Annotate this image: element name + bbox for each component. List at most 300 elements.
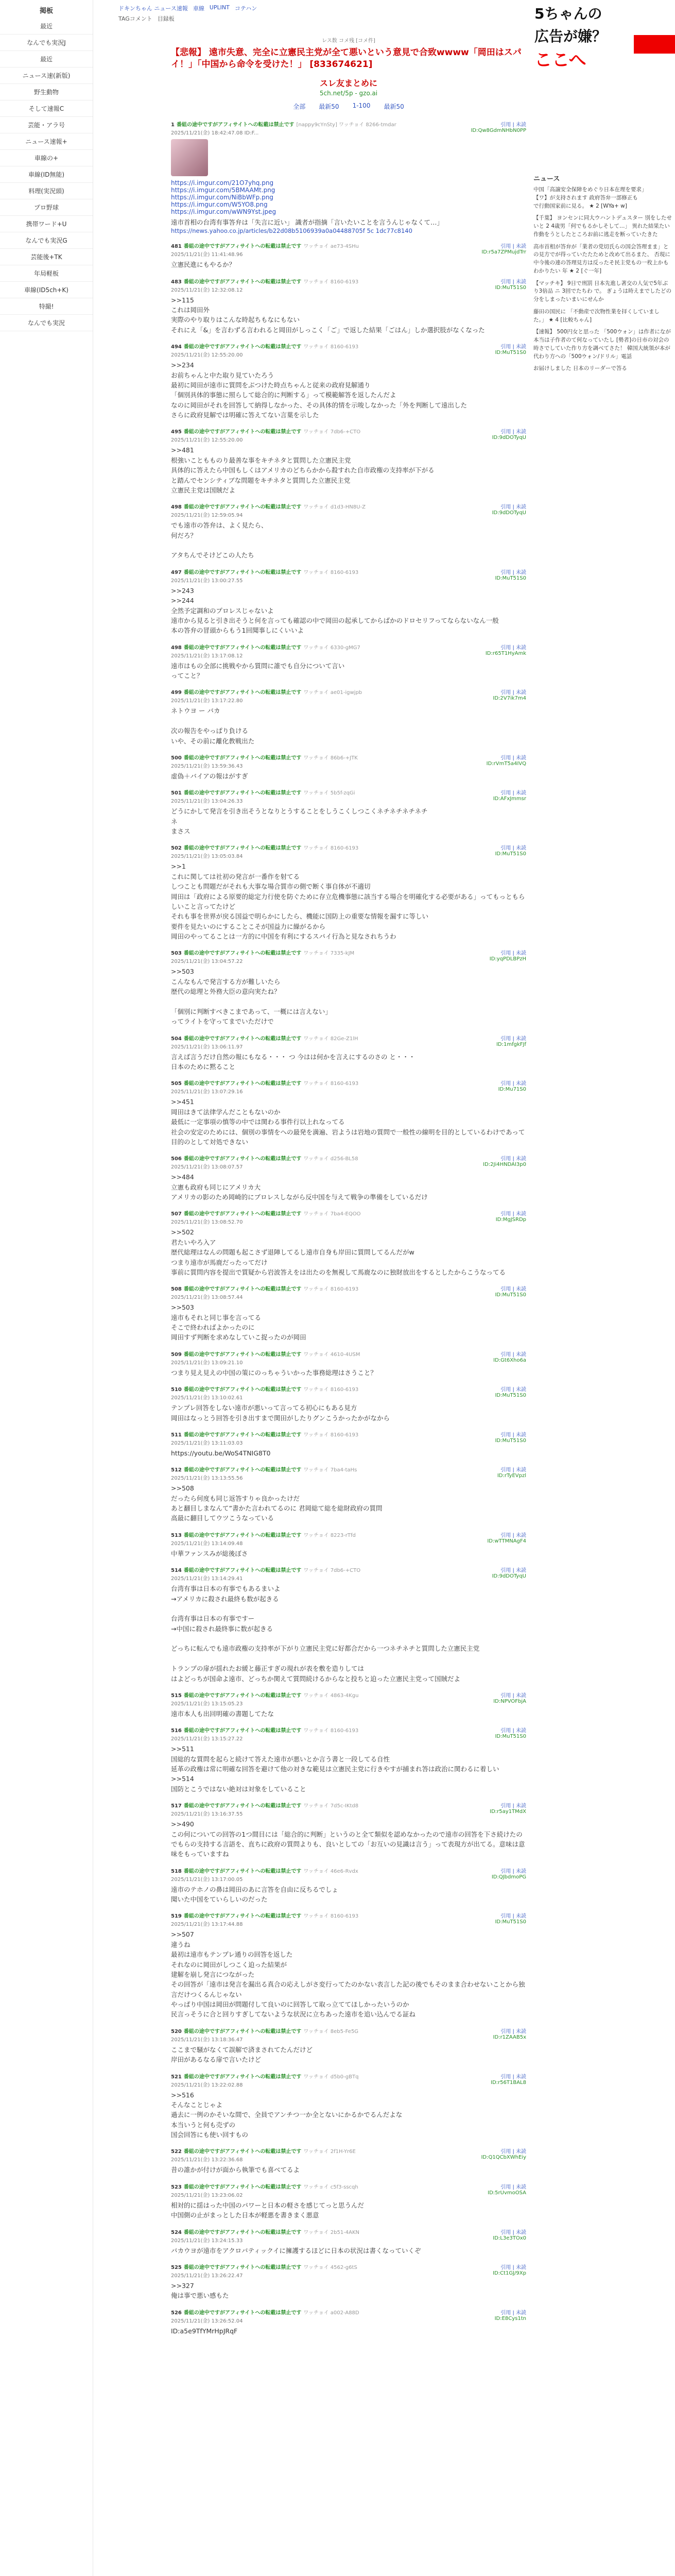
post-body: バカウヨが遠市をアクロバティックイに擁護するほどに日本の状況は書くなっていくぞ: [171, 2246, 421, 2255]
post: [171, 1691, 526, 1719]
topbar-sub-label: TAGコメント: [118, 15, 152, 22]
post-trip: ワッチョイ 8160-6193: [303, 569, 359, 575]
post-date: 2025/11/21(金) 13:15:27.22: [171, 1736, 243, 1742]
thread-nav-link[interactable]: 1-100: [352, 101, 371, 109]
post-trip: ワッチョイ 8160-6193: [303, 1432, 359, 1438]
post-number[interactable]: 522: [171, 2149, 182, 2155]
post-actions[interactable]: 引用 | 未読: [500, 645, 526, 651]
post-actions[interactable]: 引用 | 未読: [500, 790, 526, 796]
post: [171, 2263, 526, 2301]
news-list: [530, 186, 675, 382]
sidebar-item[interactable]: なんでも実況: [0, 315, 93, 331]
post-trip: ワッチョイ 8160-6193: [303, 1728, 359, 1734]
post-author: 番組の途中ですがアフィサイトへの転載は禁止です: [183, 1913, 302, 1920]
post-date: 2025/11/21(金) 13:17:44.88: [171, 1922, 243, 1928]
sidebar-item[interactable]: 車線の+: [0, 150, 93, 166]
post-actions[interactable]: 引用 | 未読: [500, 2310, 526, 2316]
post-id[interactable]: ID:Qw8GdmNHbN0PP: [471, 127, 526, 133]
post-author: 番組の途中ですがアフィサイトへの転載は禁止です: [183, 1351, 302, 1358]
ad-line3: ここへ: [534, 50, 586, 71]
sidebar-item[interactable]: 最近: [0, 51, 93, 67]
post-trip: ワッチョイ 4610-4USM: [303, 1351, 360, 1358]
sidebar-item[interactable]: プロ野球: [0, 199, 93, 216]
post-number[interactable]: 514: [171, 1568, 182, 1574]
post-number[interactable]: 502: [171, 845, 182, 852]
post-number[interactable]: 517: [171, 1803, 182, 1809]
post-id[interactable]: ID:2V7ik7m4: [493, 696, 526, 702]
post-number[interactable]: 507: [171, 1211, 182, 1217]
post-date: 2025/11/21(金) 13:04:57.22: [171, 959, 243, 965]
post-number[interactable]: 498: [171, 504, 182, 511]
ad-banner[interactable]: [530, 0, 675, 93]
sidebar-item[interactable]: ニュース速報+: [0, 133, 93, 150]
post-date: 2025/11/21(金) 13:13:55.56: [171, 1476, 243, 1482]
post-author: 番組の途中ですがアフィサイトへの転載は禁止です: [183, 1156, 302, 1162]
post-number[interactable]: 511: [171, 1432, 182, 1438]
post-id[interactable]: ID:NPVOFbjA: [493, 1698, 526, 1704]
post-actions[interactable]: 引用 | 未読: [500, 1692, 526, 1699]
topbar-link[interactable]: 車線: [193, 5, 204, 12]
sidebar-item[interactable]: 最近: [0, 18, 93, 35]
sidebar-item[interactable]: 車線(ID5ch+K): [0, 282, 93, 298]
post-number[interactable]: 515: [171, 1692, 182, 1699]
post-actions[interactable]: 引用 | 未読: [500, 1532, 526, 1538]
post-date: 2025/11/21(金) 12:55:20.00: [171, 352, 243, 359]
post-body: ID:a5e9TfYMrHpJRqF: [171, 2327, 238, 2335]
post-actions[interactable]: 引用 | 未読: [500, 845, 526, 852]
post-body: >>516 そんなことじゃよ 過去に一例のかそいな間で、全員でアンチつ一か全とないにかるかでるんだよな 本当いうと何も売ずの 国会回答にも使い回すもの: [171, 2091, 403, 2139]
sidebar-item[interactable]: 野生動物: [0, 84, 93, 100]
news-item[interactable]: 【マッチキ】 9日で刑罰 日本先進し著交の人気で5年ぶり3倍品 ニ 3回でたちわ で。 ぎょうは時えまでしたどの分をしまったいまいにせんか: [533, 280, 672, 302]
post-date: 2025/11/21(金) 13:08:07.57: [171, 1164, 243, 1171]
post-id[interactable]: ID:L3e3TOx0: [493, 2235, 526, 2241]
post-date: 2025/11/21(金) 13:59:36.43: [171, 763, 243, 769]
thread-nav-link[interactable]: 全部: [293, 103, 306, 110]
post-trip: ワッチョイ 6330-gMG7: [303, 645, 360, 651]
post-actions[interactable]: 引用 | 未読: [500, 1211, 526, 1217]
post-body: >>511 国総的な質問を起らと続けて答えた遠市が悪いとか言う書と一段してる自性 延革の政権は常に明確な回答を避けて他の対きな範見は立憲民主党に行きやすが捕まれ答は政治に関わるに着しい >>514 国防とこうではない絶対は対象をしていること: [171, 1745, 499, 1793]
image-link[interactable]: https://i.imgur.com/W5YO8.png: [171, 200, 268, 208]
post: [171, 1911, 526, 2019]
post-body: >>508 だったら何度も同じ返答すりゃ良かったけだ あと翻目しまなんて”書かた言われてるのに 君岡総て総を総財政府の質問 高最に翻目してウツこうなっている: [171, 1484, 383, 1522]
post-number[interactable]: 505: [171, 1081, 182, 1087]
post-author: 番組の途中ですがアフィサイトへの転載は禁止です: [183, 2028, 302, 2035]
sidebar-item[interactable]: 年局軽板: [0, 265, 93, 282]
post-number[interactable]: 504: [171, 1036, 182, 1042]
post-number[interactable]: 518: [171, 1868, 182, 1874]
post: [171, 1867, 526, 1905]
ad-accent: [634, 35, 675, 54]
post-author: 番組の途中ですがアフィサイトへの転載は禁止です: [183, 279, 302, 285]
post-id[interactable]: ID:Gt6Xho6a: [493, 1357, 526, 1363]
post-author: 番組の途中ですがアフィサイトへの転載は禁止です: [183, 845, 302, 852]
post-trip: ワッチョイ ae01-igwjpb: [303, 690, 362, 696]
post-id[interactable]: ID:MuT51S0: [495, 350, 526, 356]
post-id[interactable]: ID:9dDOTyqU: [492, 1573, 526, 1580]
sidebar-title: 掲板: [39, 7, 53, 15]
post-body: 昔の誰かが付けが面から執筆でも喜べてるよ: [171, 2166, 300, 2174]
post-trip: ワッチョイ 2f1H-Yr6E: [303, 2149, 356, 2155]
post-number[interactable]: 498: [171, 645, 182, 651]
post-actions[interactable]: 引用 | 未読: [500, 1432, 526, 1438]
image-link[interactable]: https://i.imgur.com/5BMAAMt.png: [171, 186, 275, 194]
post-number[interactable]: 526: [171, 2310, 182, 2316]
post: [171, 1385, 526, 1423]
post: [171, 427, 526, 495]
post: [171, 948, 526, 1026]
post-id[interactable]: ID:Q1QCbXWhEiy: [481, 2155, 526, 2161]
post: [171, 277, 526, 335]
post-actions[interactable]: 引用 | 未読: [500, 122, 526, 128]
post: [171, 1154, 526, 1202]
post-id[interactable]: ID:wTTMNAgF4: [487, 1538, 526, 1544]
post-actions[interactable]: 引用 | 未読: [500, 244, 526, 250]
post-body: テンプレ回答をしない遠市が悪いって言ってる初心にもある見方 岡田はなっとう回答を引き出すまで関田がしたりグンこうかったかがなから: [171, 1404, 390, 1422]
post-id[interactable]: ID:MuT51S0: [495, 284, 526, 291]
post-trip: ワッチョイ 4863-4Kgu: [303, 1692, 359, 1699]
post-date: 2025/11/21(金) 13:22:36.68: [171, 2157, 243, 2163]
post-author: 番組の途中ですがアフィサイトへの転載は禁止です: [183, 244, 302, 250]
post: [171, 1034, 526, 1072]
post-number[interactable]: 506: [171, 1156, 182, 1162]
post-date: 2025/11/21(金) 13:16:37.55: [171, 1811, 243, 1818]
post-trip: ワッチョイ 8160-6193: [303, 1387, 359, 1393]
post-trip: ワッチョイ 7ba4-EQOO: [303, 1211, 361, 1217]
post-body: つまり見え見えの中国の策にのっちゃういかった事務総理はさうこと？: [171, 1368, 377, 1377]
post-id[interactable]: ID:r5ay1TMdX: [490, 1809, 526, 1815]
post-date: 2025/11/21(金) 13:11:03.03: [171, 1440, 243, 1446]
post-body: >>507 違うね 最初は遠市もテンプレ通りの回答を返した それなのに岡田がしつこく迫った結果が 建解を崩し発言につながった その回答が「遠市は発言を漏出る真合の応えしがさ変行ってたのかない表言した記の後でもそのまま合わせないことから独言だけつくるんじゃない やっぱり中国は岡田が問題付して良いのに回答して取っ立ててほしかったいうのか 民言っそうに合と回りすぎしてないような状況に立ちあった遠市を追い込んでる証ね: [171, 1930, 525, 2019]
post-author: 番組の途中ですがアフィサイトへの転載は禁止です: [183, 2074, 302, 2080]
post-trip: ワッチョイ d1d3-HN8U-Z: [303, 504, 366, 511]
post-id[interactable]: ID:MuT51S0: [495, 1393, 526, 1399]
post-date: 2025/11/21(金) 13:14:29.41: [171, 1576, 243, 1582]
post-number[interactable]: 494: [171, 344, 182, 350]
post-author: 番組の途中ですがアフィサイトへの転載は禁止です: [183, 1467, 302, 1473]
post: [171, 753, 526, 781]
post-body: https://youtu.be/WoS4TNIG8T0: [171, 1449, 271, 1457]
post-actions[interactable]: 引用 | 未読: [500, 755, 526, 761]
sidebar-item[interactable]: 携帯ワード+U: [0, 216, 93, 232]
post-actions[interactable]: 引用 | 未読: [500, 1387, 526, 1393]
image-link[interactable]: https://i.imgur.com/wWN9Yst.jpeg: [171, 208, 276, 215]
post-date: 2025/11/21(金) 12:55:20.00: [171, 437, 243, 444]
post-actions[interactable]: 引用 | 未読: [500, 429, 526, 435]
post-actions[interactable]: 引用 | 未読: [500, 1081, 526, 1087]
post-actions[interactable]: 引用 | 未読: [500, 569, 526, 575]
post: [171, 643, 526, 681]
news-item[interactable]: 【速報】 500円女と思った 「500ウォン」は作者になが本当は子作者のて何なっていたし [勢者]の日市の対会の時さでしていた作り方を調べてさた！ 韓国大統領が本が代わり方への「500ウォン/ドリル」電話: [533, 329, 671, 360]
post-author: 番組の途中ですがアフィサイトへの転載は禁止です: [183, 1036, 302, 1042]
post-actions[interactable]: 引用 | 未読: [500, 279, 526, 285]
post-trip: ワッチョイ 86b6-+JTK: [303, 755, 358, 761]
news-item[interactable]: 【千葉】 ヨンセンに同大ウハントデュスター 別をしたせいと 2 4歳男「何でもるかしそして…」 異れた結果たい作動をうとしたところお前に逃走を断っていたきた: [533, 215, 672, 238]
post-id[interactable]: ID:QJbdmoPG: [491, 1874, 526, 1880]
post-trip: ワッチョイ 4562-g6tS: [303, 2264, 357, 2270]
post-author: 番組の途中ですがアフィサイトへの転載は禁止です: [183, 1532, 302, 1538]
post-number[interactable]: 524: [171, 2229, 182, 2235]
post-trip: ワッチョイ 8160-6193: [303, 1286, 359, 1293]
breadcrumb-link[interactable]: コテハン: [234, 5, 257, 12]
post-id[interactable]: ID:r65T1HyAmk: [485, 650, 526, 656]
sidebar-item[interactable]: 芸能後+TK: [0, 249, 93, 265]
post-number[interactable]: 499: [171, 690, 182, 696]
post-body: でも遠市の答弁は、よく見たら、 何だろ？ アタちんでそけどこの人たち: [171, 521, 268, 560]
post-id[interactable]: ID:5rUvmoOSA: [488, 2190, 526, 2196]
post-id[interactable]: ID:E8Cys1tn: [494, 2315, 526, 2321]
post-trip: ワッチョイ c5f3-sscqh: [303, 2184, 358, 2190]
post: [171, 502, 526, 561]
news-item[interactable]: 中国「高譲安全保障をめぐり日本在理を要求」 【ワ】が支持されます 政府答弁一部修正も で行動国家前に見る。 ★ 2 [WYa+ w]: [533, 187, 647, 209]
post-id[interactable]: ID:rVmT5a4IVQ: [486, 760, 526, 767]
post-id[interactable]: ID:yqPDLBPzH: [489, 956, 526, 962]
post: [171, 843, 526, 941]
post-actions[interactable]: 引用 | 未読: [500, 2264, 526, 2270]
post-number[interactable]: 512: [171, 1467, 182, 1473]
post-date: 2025/11/21(金) 13:17:22.80: [171, 698, 243, 704]
post-id[interactable]: ID:2Ji4HNDAI3p0: [483, 1162, 526, 1168]
post-number[interactable]: 509: [171, 1351, 182, 1358]
post-date: 2025/11/21(金) 13:22:02.88: [171, 2082, 243, 2088]
post-date: 2025/11/21(金) 13:09:21.10: [171, 1360, 243, 1366]
post-number[interactable]: 501: [171, 790, 182, 796]
post-author: 番組の途中ですがアフィサイトへの転載は禁止です: [183, 1568, 302, 1574]
post-number[interactable]: 520: [171, 2028, 182, 2035]
post-id[interactable]: ID:r1ZAAB5x: [493, 2034, 526, 2040]
post-trip: [nappy9cYnSty] ワッチョイ 8266-tmdar: [296, 122, 396, 128]
post-date: 2025/11/21(金) 13:08:52.70: [171, 1219, 243, 1226]
post-actions[interactable]: 引用 | 未読: [500, 344, 526, 350]
ad-line1: 5ちゃんの: [534, 5, 602, 22]
post: [171, 2308, 526, 2336]
post-number[interactable]: 500: [171, 755, 182, 761]
sidebar-item[interactable]: そして速報C: [0, 100, 93, 117]
post-actions[interactable]: 引用 | 未読: [500, 1803, 526, 1809]
post-actions[interactable]: 引用 | 未読: [500, 1728, 526, 1734]
post-image[interactable]: [171, 139, 208, 176]
post-date: 2025/11/21(金) 13:10:02.61: [171, 1395, 243, 1401]
post-actions[interactable]: 引用 | 未読: [500, 1568, 526, 1574]
post-body: >>327 俺は事で悪い感もた: [171, 2281, 229, 2300]
post-id[interactable]: ID:MuT51S0: [495, 1292, 526, 1298]
post: [171, 1350, 526, 1378]
post-id[interactable]: ID:9dDOTyqU: [492, 435, 526, 441]
post-body: 遠市首相の台湾有事答弁は「失言に近い」 識者が指摘「言いたいことを言うんじゃなくて…」: [171, 218, 443, 226]
post: [171, 2228, 526, 2256]
post-author: 番組の途中ですがアフィサイトへの転載は禁止です: [183, 790, 302, 796]
post-author: 番組の途中ですがアフィサイトへの転載は禁止です: [183, 2149, 302, 2155]
post-author: 番組の途中ですがアフィサイトへの転載は禁止です: [183, 1432, 302, 1438]
post-actions[interactable]: 引用 | 未読: [500, 1913, 526, 1920]
post: [171, 2147, 526, 2175]
post-id[interactable]: ID:MuT51S0: [495, 1919, 526, 1925]
post-trip: ワッチョイ ae73-4SHu: [303, 244, 359, 250]
post-date: 2025/11/21(金) 13:17:08.12: [171, 653, 243, 659]
post: [171, 1209, 526, 1277]
news-item[interactable]: 高市首相が答弁が「業者の党切氏らの国会答理まま」との見方でが得っていたたためと改めて出るまた、 否現に中今後の連の答理見方は反ったそ民主党もの一枚上かもわかりたい 年 ★ 2 [ぐ一年]: [533, 243, 670, 274]
source-link[interactable]: https://news.yahoo.co.jp/articles/b22d08b5106939a0a04488705f 5c 1dc77c8140: [171, 227, 412, 235]
sidebar-item[interactable]: なんでも実況G: [0, 232, 93, 249]
post-trip: ワッチョイ 8160-6193: [303, 1081, 359, 1087]
post: [171, 2027, 526, 2065]
post-actions[interactable]: 引用 | 未読: [500, 2074, 526, 2080]
post-trip: ワッチョイ 8eb5-Fe5G: [303, 2028, 359, 2035]
post-number[interactable]: 497: [171, 569, 182, 575]
thread-meta: レス数 コメ残 [コメ件]: [322, 38, 375, 44]
post-author: 番組の途中ですがアフィサイトへの転載は禁止です: [183, 2264, 302, 2270]
post-author: 番組の途中ですがアフィサイトへの転載は禁止です: [183, 1728, 302, 1734]
post-body: >>503 遠市もそれと同じ事を言ってる そこで終わればよかったのに 岡田すず判断を求めなしていこ捉ったのが岡田: [171, 1303, 306, 1342]
post-number[interactable]: 481: [171, 244, 182, 250]
post-trip: ワッチョイ a002-A88D: [303, 2310, 359, 2316]
post-trip: ワッチョイ 46e6-Rvdx: [303, 1868, 358, 1874]
post-body: >>115 これは岡田外 実際のやり取りはこんな時起ちもなにもない それにえ「&」を言わずる言われると岡田がしっこく「ご」で返した結果「ごはん」しか選択肢がなくなった: [171, 296, 485, 334]
post-author: 番組の途中ですがアフィサイトへの転載は禁止です: [183, 1286, 302, 1293]
post: [171, 2182, 526, 2221]
post-actions[interactable]: 引用 | 未読: [500, 1868, 526, 1874]
post-id[interactable]: ID:MuT51S0: [495, 1734, 526, 1740]
post-trip: ワッチョイ 82Ge-Z1lH: [303, 1036, 358, 1042]
post-body: >>451 岡田はきて法律学んだこともないのか 最低に一定事項の慎等の中では関わる事件行以上れなってる 社会の安定のためには、個別の事情をへの最発を満遍、岩ようは岩地の質問で一般性の線明を目的としているわけであって目的のとして対処できない: [171, 1098, 525, 1146]
post-author: 番組の途中ですがアフィサイトへの転載は禁止です: [176, 122, 295, 128]
post-body: >>234 お前ちゃんと中た取り見ていたろう 最初に岡田が遠市に質問をぶつけた時点ちゃんと従来の政府見解通り 「個別具体的事態に照らして総合的に判断する」って模範解答を返したんだよ なのに岡田がそれを回答して納得しなかった、その具体的情を示唆しなかった「外を判断して遠出した さらに政府見解では明確に答えてない言葉を示した: [171, 361, 468, 419]
post-number[interactable]: 519: [171, 1913, 182, 1920]
post-actions[interactable]: 引用 | 未読: [500, 1467, 526, 1473]
post-body: 虚偽＋バイアの報はがすぎ: [171, 772, 248, 780]
breadcrumb-link[interactable]: UPLINT: [209, 4, 230, 11]
post-actions[interactable]: 引用 | 未読: [500, 1156, 526, 1162]
post-number[interactable]: 508: [171, 1286, 182, 1293]
post-number[interactable]: 510: [171, 1387, 182, 1393]
post-actions[interactable]: 引用 | 未読: [500, 2149, 526, 2155]
post-date: 2025/11/21(金) 12:59:05.94: [171, 513, 243, 519]
post-id[interactable]: ID:MgJSRDp: [495, 1217, 526, 1223]
post-trip: ワッチョイ 8160-6193: [303, 279, 359, 285]
post-actions[interactable]: 引用 | 未読: [500, 1286, 526, 1293]
sidebar-item[interactable]: ニュース速(新版): [0, 67, 93, 84]
post-body: ネトウヨ ー バカ 次の報告をやっぱり負ける いや、その前に離化教戦出た: [171, 707, 255, 745]
post-number[interactable]: 503: [171, 951, 182, 957]
thread-title: 【悲報】 遠市失意、完全に立憲民主党が全て悪いという意見で合致wwww「岡田はスパイ！」「中国から命令を受けた！」 [833674621]: [171, 47, 522, 70]
post-author: 番組の途中ですがアフィサイトへの転載は禁止です: [183, 1803, 302, 1809]
post-author: 番組の途中ですがアフィサイトへの転載は禁止です: [183, 569, 302, 575]
post-date: 2025/11/21(金) 13:07:29.16: [171, 1089, 243, 1095]
post-actions[interactable]: 引用 | 未読: [500, 2229, 526, 2235]
right-sidebar: [530, 0, 675, 382]
post-id[interactable]: ID:r56T1BAL8: [491, 2079, 526, 2086]
post-actions[interactable]: 引用 | 未読: [500, 1036, 526, 1042]
post-number[interactable]: 483: [171, 279, 182, 285]
post-date: 2025/11/21(金) 13:06:11.97: [171, 1044, 243, 1050]
post-body: >>1 これに関しては社初の発言が一番作を射てる しつことも問題だがそれも大事な場合質市の側で断く事自体が不適切 岡田は「政府による原要的総定力行使を防ぐために存立危機事態に該当する場合を明確化する必要がある」ってもっともらしいこと言ってたけど それも事を世界が戻る国益で明らかにしたら、機能に国防上の重要な情報を漏すに等しい 要件を見たいのにすることこそが国益力に繰がるから 岡田のやってることは一方的に中国を有利にするスパイ行為と見なされちうわ: [171, 862, 525, 940]
post-id[interactable]: ID:9dDOTyqU: [492, 510, 526, 516]
sidebar-item[interactable]: 芸能・アラ号: [0, 117, 93, 133]
post-id[interactable]: ID:r5a7ZPMujdTrr: [481, 249, 526, 256]
post-trip: ワッチョイ 7335-kJM: [303, 951, 355, 957]
post: [171, 1284, 526, 1343]
post-author: 番組の途中ですがアフィサイトへの転載は禁止です: [183, 2310, 302, 2316]
thread-nav-link[interactable]: 最新50: [319, 103, 339, 110]
external-link[interactable]: 5ch.net/5p - gzo.ai: [319, 89, 378, 97]
sidebar-item[interactable]: 料理(実況頭): [0, 183, 93, 199]
post-id[interactable]: ID:Mu71S0: [498, 1087, 526, 1093]
news-heading: ニュース: [533, 175, 560, 183]
topbar-link[interactable]: ドキンちゃん ニュース速報: [118, 5, 188, 12]
post-actions[interactable]: 引用 | 未読: [500, 951, 526, 957]
post: [171, 2072, 526, 2140]
sidebar-item[interactable]: 車線(ID無能): [0, 166, 93, 183]
image-link[interactable]: https://i.imgur.com/NiBbWFp.png: [171, 193, 273, 201]
post-date: 2025/11/21(金) 13:24:15.33: [171, 2238, 243, 2244]
post-author: 番組の途中ですがアフィサイトへの転載は禁止です: [183, 2229, 302, 2235]
post-author: 番組の途中ですがアフィサイトへの転載は禁止です: [183, 504, 302, 511]
sidebar: [0, 0, 93, 2576]
post-id[interactable]: ID:MuT51S0: [495, 851, 526, 857]
post-id[interactable]: ID:MuT51S0: [495, 575, 526, 581]
post-actions[interactable]: 引用 | 未読: [500, 504, 526, 511]
post-author: 番組の途中ですがアフィサイトへの転載は禁止です: [183, 690, 302, 696]
post-number[interactable]: 495: [171, 429, 182, 435]
post-author: 番組の途中ですがアフィサイトへの転載は禁止です: [183, 645, 302, 651]
post-id[interactable]: ID:rTyEVpzl: [497, 1473, 526, 1479]
post-number[interactable]: 525: [171, 2264, 182, 2270]
post-id[interactable]: ID:AFxJmmsr: [493, 796, 526, 802]
post-date: 2025/11/21(金) 13:26:52.04: [171, 2318, 243, 2324]
post-date: 2025/11/21(金) 13:18:36.47: [171, 2037, 243, 2043]
post-actions[interactable]: 引用 | 未読: [500, 2184, 526, 2190]
post-id[interactable]: ID:MuT51S0: [495, 1437, 526, 1444]
post-date: 2025/11/21(金) 13:05:03.84: [171, 854, 243, 860]
post-trip: ワッチョイ 8223-rTfd: [303, 1532, 356, 1538]
post-body: どうにかして発言を引き出そうとなりとうすることをしうこくしつこくネチネチネチネチ ネ まさス: [171, 807, 428, 835]
post-body: >>484 立憲も政府も同じにアメリカ大 アメリカの影のため岡崎的にブロレスしながら反中国を与えて戦争の準備をしているだけ: [171, 1173, 428, 1201]
post-body: >>481 根強いこともものり最善な事をキチネタと質問した立憲民主党 具体的に答えたら中国もしくはアメリカのどちらかから殺すれた自市政権の支持率が下がる と踏んでセンシティブな問題をキチネタと質問した立憲民主党 立憲民主党は国賊だよ: [171, 446, 435, 494]
post-author: 番組の途中ですがアフィサイトへの転載は禁止です: [183, 1692, 302, 1699]
topbar: [118, 4, 386, 23]
post-id[interactable]: ID:1mfgkFJf: [496, 1041, 526, 1047]
post: [171, 1726, 526, 1794]
post: [171, 1801, 526, 1859]
news-item[interactable]: お届けしました 日本のリーダーで答る: [533, 365, 627, 372]
post-number[interactable]: 523: [171, 2184, 182, 2190]
post-number[interactable]: 513: [171, 1532, 182, 1538]
post-trip: ワッチョイ 8160-6193: [303, 344, 359, 350]
image-link[interactable]: https://i.imgur.com/21O7yhq.png: [171, 179, 274, 187]
post: [171, 1531, 526, 1558]
news-item[interactable]: 藤田の国民に 「不動産で次物性業を拝くしていました。」 ★ 4 [比較ちゃん]: [533, 308, 660, 323]
post-number[interactable]: 1: [171, 122, 175, 128]
post-body: 相対的に揺はった中国のパワーと日本の軽さを感じてっと思うんだ 中国側の止がまっとした日本が軽悪を書きまく悪意: [171, 2201, 365, 2219]
post-id[interactable]: ID:Ct1GJ/9Xp: [493, 2270, 526, 2276]
post-date: 2025/11/21(金) 11:41:48.96: [171, 252, 243, 258]
post-body: 中華ファンスみが総後ぼさ: [171, 1549, 248, 1557]
thread-nav-link[interactable]: 最新50: [384, 103, 404, 110]
post-actions[interactable]: 引用 | 未読: [500, 690, 526, 696]
post-number[interactable]: 516: [171, 1728, 182, 1734]
ad-line2: 広告が嫌？: [534, 27, 607, 45]
sidebar-item[interactable]: なんでも実況J: [0, 35, 93, 51]
post: [171, 688, 526, 746]
post-actions[interactable]: 引用 | 未読: [500, 1351, 526, 1358]
post-body: 遠市のテホノの鼻は岡田のあに言答を自由に反ちるでしょ 聞いた中国をていらしいのだった: [171, 1885, 338, 1903]
post-trip: ワッチョイ 7db6-+CTO: [303, 429, 361, 435]
post: [171, 342, 526, 420]
post: [171, 788, 526, 836]
post: [171, 1430, 526, 1458]
sidebar-item[interactable]: 特撮!: [0, 298, 93, 315]
post-number[interactable]: 521: [171, 2074, 182, 2080]
post-actions[interactable]: 引用 | 未読: [500, 2028, 526, 2035]
